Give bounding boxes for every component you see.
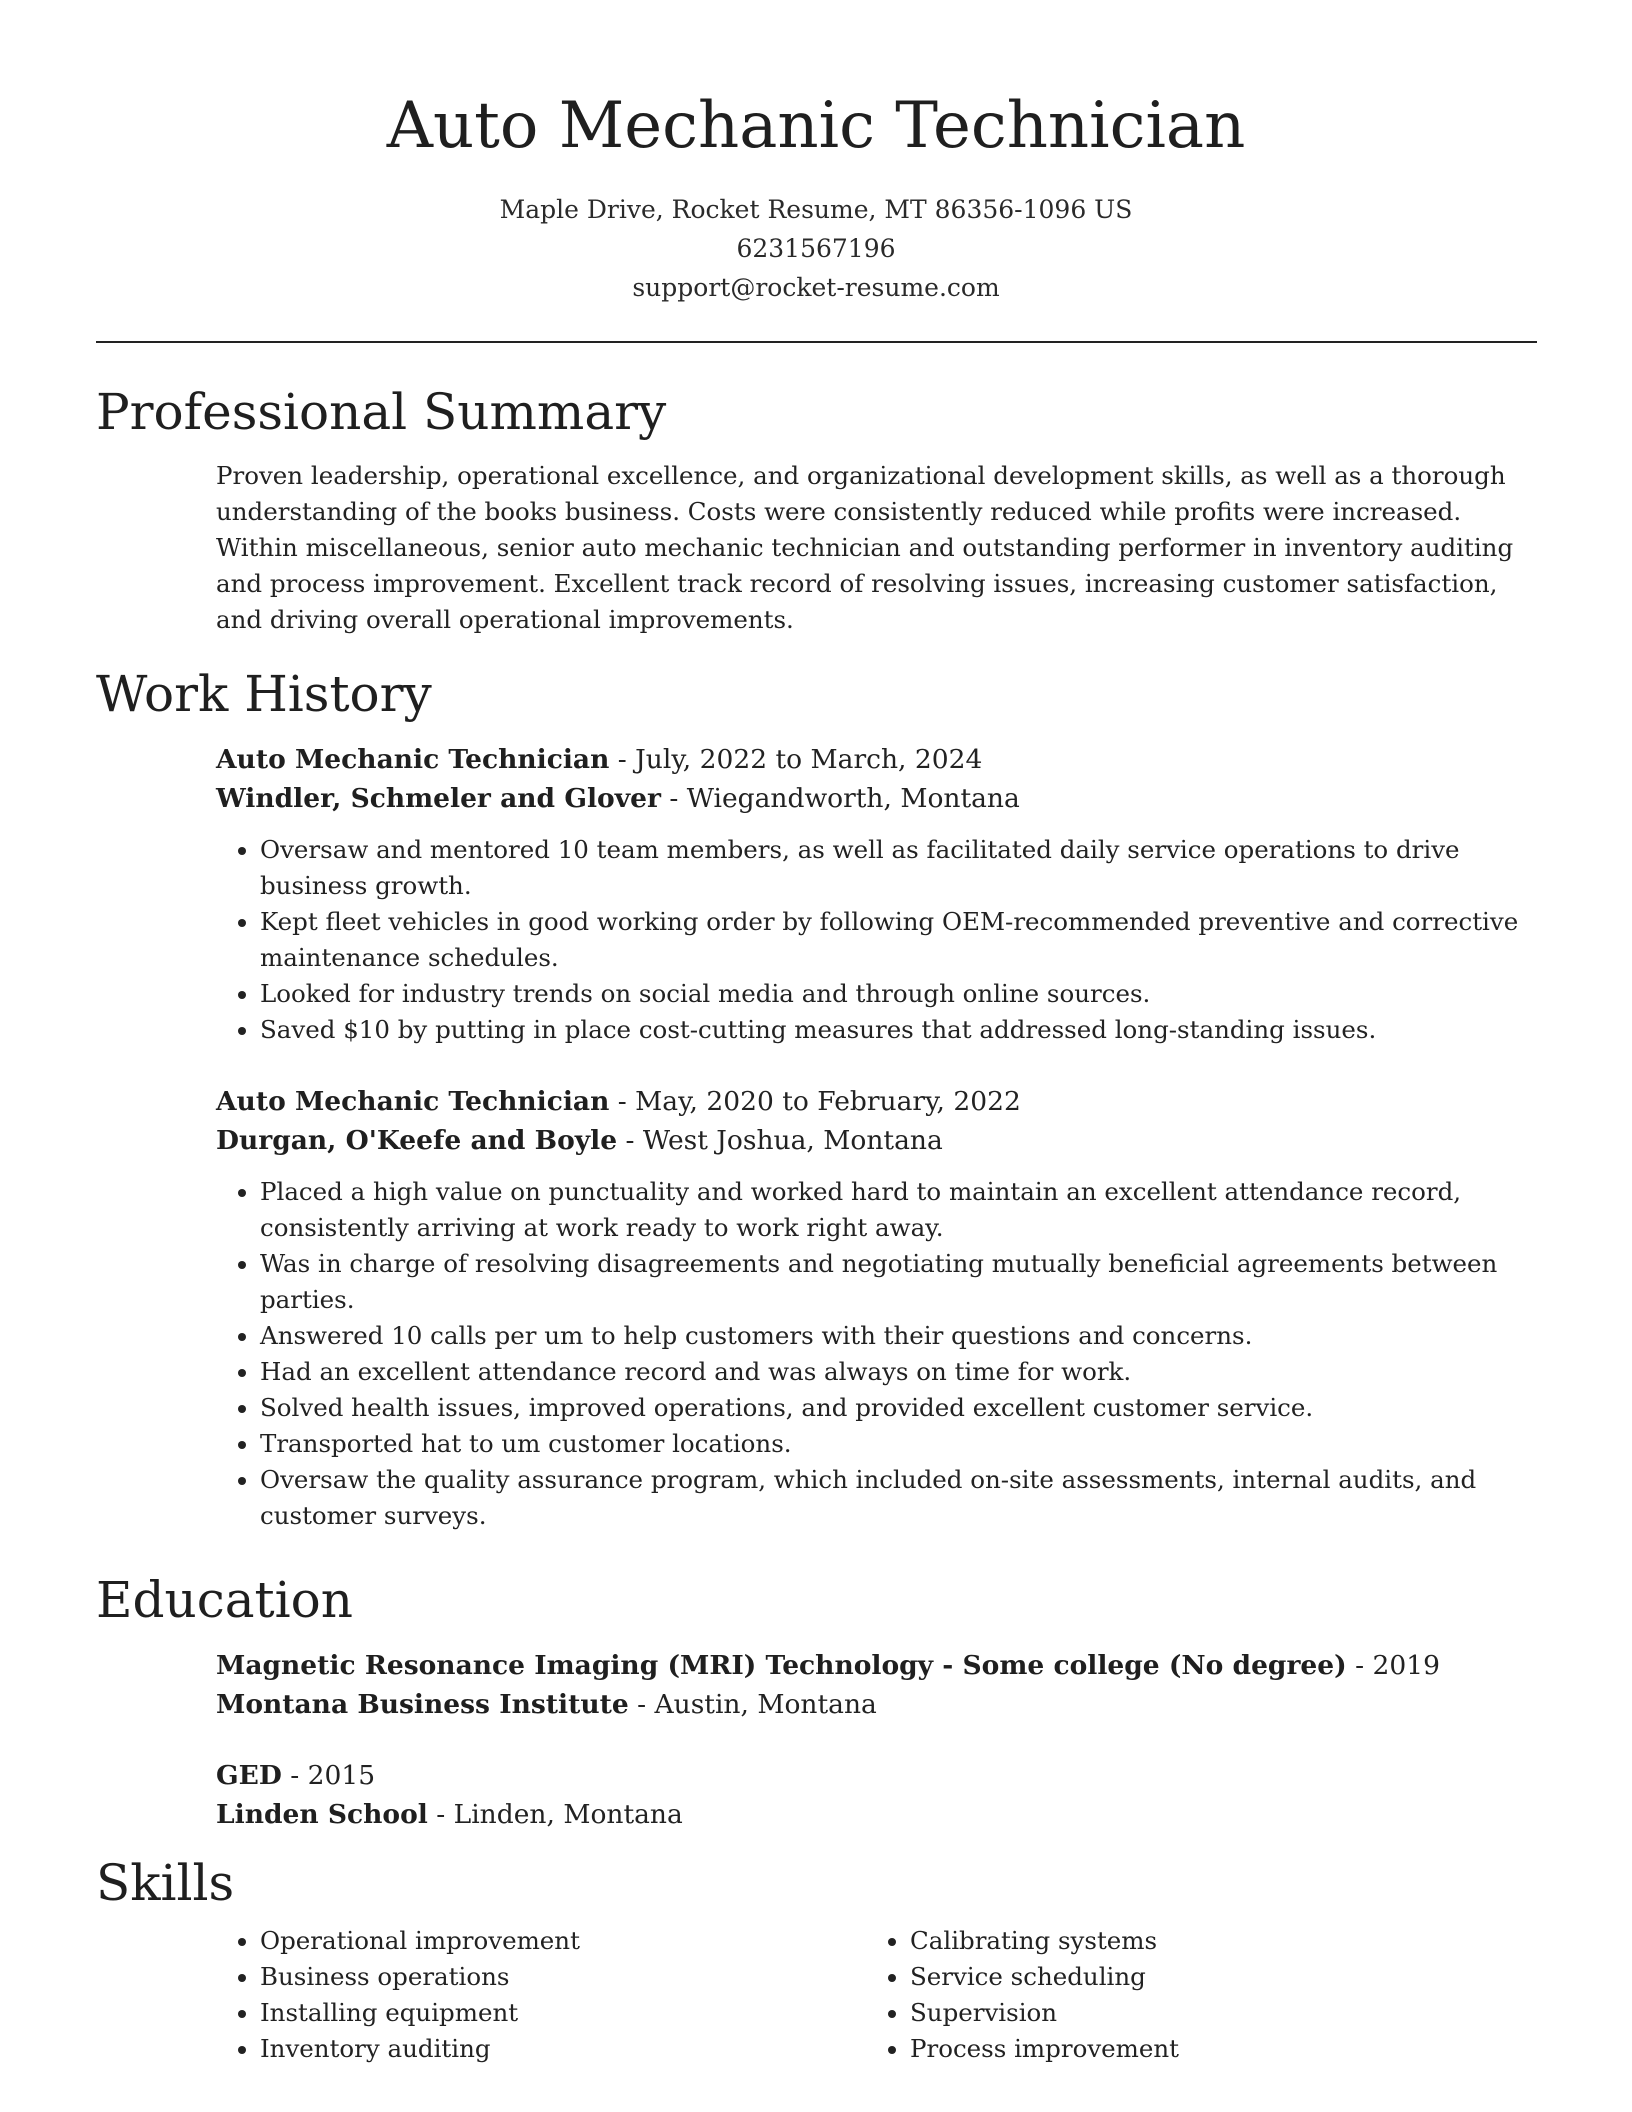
education-year: - 2015 [281,1760,376,1791]
job-location: - Wiegandworth, Montana [660,783,1020,814]
education-section [96,1568,1537,1834]
education-program-line [216,1646,1537,1685]
education-location: - Austin, Montana [628,1689,877,1720]
job-dates: - July, 2022 to March, 2024 [609,744,983,775]
job-company: Windler, Schmeler and Glover [216,783,661,814]
work-history-section [96,662,1537,1534]
education-heading: Education [96,1571,353,1629]
education-school: Montana Business Institute [216,1689,629,1720]
job-company-line [216,1121,1537,1160]
job-bullet: • Was in charge of resolving disagreements and negotiating mutually beneficial agreements between parties. [260,1246,1537,1318]
skill-item: • Inventory auditing [260,2031,866,2067]
skill-item: • Installing equipment [260,1995,866,2031]
skill-item: • Operational improvement [260,1923,866,1959]
job-position: Auto Mechanic Technician [216,744,610,775]
skill-item: • Calibrating systems [910,1923,1516,1959]
work-history-heading: Work History [96,665,432,723]
skill-item: • Service scheduling [910,1959,1516,1995]
skill-item: • Supervision [910,1995,1516,2031]
education-program: GED [216,1760,282,1791]
skills-column-right [866,1923,1516,2067]
education-location: - Linden, Montana [427,1799,683,1830]
job-bullets [216,832,1537,1048]
job-title-line [216,1082,1537,1121]
contact-phone: 6231567196 [736,234,896,263]
job-entry [216,1082,1537,1534]
education-program-line [216,1756,1537,1795]
summary-heading: Professional Summary [96,383,667,441]
skills-grid [216,1923,1537,2067]
candidate-name: Auto Mechanic Technician [386,89,1246,163]
header-divider [96,341,1537,343]
job-bullet: • Placed a high value on punctuality and worked hard to maintain an excellent attendance record, consistently arriving at work ready to work right away. [260,1174,1537,1246]
job-location: - West Joshua, Montana [617,1125,943,1156]
education-school-line [216,1795,1537,1834]
education-program: Magnetic Resonance Imaging (MRI) Technology - Some college (No degree) [216,1650,1347,1681]
contact-address: Maple Drive, Rocket Resume, MT 86356-1096 US [499,195,1133,224]
skill-item: • Process improvement [910,2031,1516,2067]
contact-info [0,190,1632,307]
job-bullet: • Solved health issues, improved operations, and provided excellent customer service. [260,1390,1537,1426]
job-bullet: • Looked for industry trends on social media and through online sources. [260,976,1537,1012]
education-year: - 2019 [1346,1650,1440,1681]
job-bullet: • Had an excellent attendance record and was always on time for work. [260,1354,1537,1390]
job-bullet: • Saved $10 by putting in place cost-cutting measures that addressed long-standing issues. [260,1012,1537,1048]
skills-list-right [866,1923,1516,2067]
job-company-line [216,779,1537,818]
skills-list-left [216,1923,866,2067]
skills-heading: Skills [96,1854,235,1912]
skill-item: • Business operations [260,1959,866,1995]
job-entry [216,740,1537,1048]
job-bullet: • Answered 10 calls per um to help customers with their questions and concerns. [260,1318,1537,1354]
job-bullets [216,1174,1537,1534]
job-bullet: • Kept fleet vehicles in good working order by following OEM-recommended preventive and corrective maintenance schedules. [260,904,1537,976]
skills-column-left [216,1923,866,2067]
job-list [216,740,1537,1534]
job-dates: - May, 2020 to February, 2022 [609,1086,1021,1117]
education-school-line [216,1685,1537,1724]
skills-section [96,1851,1537,2067]
job-bullet: • Oversaw and mentored 10 team members, as well as facilitated daily service operations to drive business growth. [260,832,1537,904]
job-bullet: • Oversaw the quality assurance program, which included on-site assessments, internal audits, and customer surveys. [260,1462,1537,1534]
resume-header [0,0,1632,307]
education-school: Linden School [216,1799,428,1830]
job-position: Auto Mechanic Technician [216,1086,610,1117]
education-entry [216,1756,1537,1834]
contact-email: support@rocket-resume.com [632,273,1000,302]
summary-text: Proven leadership, operational excellence, and organizational development skills, as well as a thorough understanding of the books business. Costs were consistently reduced while profits were increased. Within miscellaneous, senior auto mechanic technician and outstanding performer in inventory auditing and process improvement. Excellent track record of resolving issues, increasing customer satisfaction, and driving overall operational improvements. [216,461,1514,634]
job-title-line [216,740,1537,779]
education-entry [216,1646,1537,1724]
job-company: Durgan, O'Keefe and Boyle [216,1125,618,1156]
education-list [216,1646,1537,1834]
summary-section [96,380,1537,638]
job-bullet: • Transported hat to um customer locations. [260,1426,1537,1462]
